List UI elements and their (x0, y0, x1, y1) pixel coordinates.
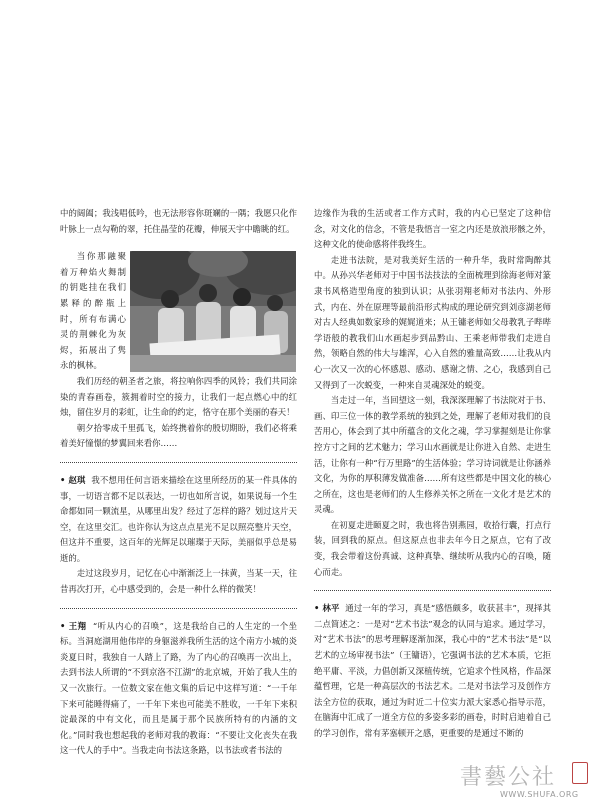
seal-icon (572, 762, 588, 784)
site-watermark (460, 758, 590, 804)
left-paragraph-5: 我不想用任何言语来描绘在这里所经历的某一件具体的事，一切语言都不足以表达，一切也如所言说，如果说每一个生命都如同一颗流星，从哪里出发？经过了怎样的路？划过这片天空，在这里交汇。也许你认为这点点星光不足以照亮整片天空，但这并不重要，这百年的光辉足以璀璨于天际，美丽似乎总是易逝的。 (60, 474, 297, 563)
left-paragraph-2: 当你那融聚着万种焰火舞制的钥匙挂在我们累释的醉瓶上时，所有布满心灵的荆棘化为灰烬，拓展出了隽永的枫林。 (60, 251, 126, 371)
group-photo (130, 251, 296, 372)
left-paragraph-3: 我们历经的朝圣者之旅，将拉响你四季的风铃；我们共同涂染的青春画卷，簇拥着时空的接力，让我们一起点燃心中的红烛，留住岁月的彩虹，让生命的约定，恪守在那个美丽的春天！ (60, 375, 297, 418)
right-paragraph-4: 在初夏走进颐夏之时，我也将告别燕园，收拾行囊，打点行装，回到我的原点。但这原点也非去年今日之原点，它有了改变，我会带着这份真诚、这种真挚、继续听从我内心的召唤，随心而走。 (314, 519, 551, 577)
author-signature: • 赵琪 (60, 474, 86, 485)
section-divider (60, 462, 297, 463)
left-paragraph-6: 走过这段岁月，记忆在心中渐渐泛上一抹黄，当某一天，往昔再次打开，心中感受到的，会是一种什么样的微笑！ (60, 568, 297, 595)
left-paragraph-7: “听从内心的召唤”，这是我给自己的人生定的一个坐标。当洞庭湖用他伟岸的身躯滋养我所生活的这个南方小城的炎炎夏日时，我独自一人踏上了路，为了内心的召唤再一次出上，去到书法人所谓的“不到京洛不江湖”的北京城，开始了我人生的又一次旅行。一位数文家在他文集的后记中这样写道：“一千年下来可能睡得痛了，一千年下来也可能美不胜收，一千年下来积淀最深的中有文化，而且是属于那个民族所特有的内涵的文化。”同时我也想起我的老师对我的教诲：“不要让文化丧失在我这一代人的手中”。当我走向书法这条路，以书法或者书法的 (60, 620, 297, 756)
left-paragraph-4: 朝夕拾零成千里孤飞，始终携着你的殷切期盼，我们必将乘着美好憧憬的梦翼回来看你…… (60, 422, 297, 449)
right-column (314, 206, 551, 742)
watermark-url: WWW.SHUFA.ORG (500, 790, 579, 799)
right-paragraph-1: 边缘作为我的生活或者工作方式时，我的内心已坚定了这种信念，对文化的信念，不管是我悟言一室之内还是放浪形骸之外，这种文化的使命感将伴我终生。 (314, 208, 551, 250)
right-paragraph-2: 走进书法院，是对我美好生活的一种升华，我时常陶醉其中。从孙兴华老师对于中国书法技法的全面梳理到徐海老师对篆隶书风格造型角度的独到认识；从张羽翔老师对书法内、外形式，内在、外在原理等最前沿形式构成的理论研究到刘彦湖老师对古人经典如数家珍的娓娓道来；从王镛老师如父母教乳子哔哔学语般的教我们山水画起步到品黔山、王乘老师带我们走进自然，领略自然的伟大与雄浑，心入自然的雅量高致……让我从内心一次又一次的心怀感恩、感动、感谢之情、之心，我感到自己又得到了一次蜕变，一种来自灵魂深处的蜕变。 (314, 254, 551, 390)
section-divider (60, 608, 297, 609)
author-signature: • 林平 (314, 603, 340, 614)
right-paragraph-5: 通过一年的学习，真是“感悟颇多，收获甚丰”，现择其二点简述之：一是对“艺术书法”观念的认同与追求。通过学习，对“艺术书法”的思考理解逐渐加深，我心中的“艺术书法”是“以艺术的立场审视书法”（王镛语），它强调书法的艺术本质，它拒绝平庸、平淡，力倡创新又深植传统，它追求个性风格，作品深蕴哲理，它是一种高层次的书法艺术。二是对书法学习及创作方法全方位的获取，通过为时近二十位实力派大家悉心指导示范，在脑海中汇成了一道全方位的多姿多彩的画卷，时时启迪着自己的学习创作，常有茅塞顿开之感，更重要的是通过不断的 (314, 603, 551, 738)
watermark-logo-text: 書藝公社 (460, 765, 557, 790)
right-paragraph-3: 当走过一年，当回望这一刻，我深深理解了书法院对于书、画、印三位一体的教学系统的独到之处，理解了老师对我们的良苦用心，体会到了其中所蕴含的文化之魂，学习掌握刻是让你掌控方寸之间的艺术魅力；学习山水画就是让你进入自然、走进生活，让你有一种“行万里路”的生活体验；学习诗词就是让你涵养文化，为你的厚积薄发做准备……所有这些都是中国文化的核心之所在，这也是老师们的人生修养关怀之所在一文化才是艺术的灵魂。 (314, 395, 551, 515)
author-signature: • 王翔 (60, 620, 87, 631)
left-paragraph-1: 中的阔阖；我浅唱低吟，也无法形容你斑斓的一隅；我愿只化作叶脉上一点勾勒的翠，托住晶莹的花瓣，伸展天宇中瞻眺的红。 (60, 208, 297, 234)
section-divider (314, 590, 551, 591)
